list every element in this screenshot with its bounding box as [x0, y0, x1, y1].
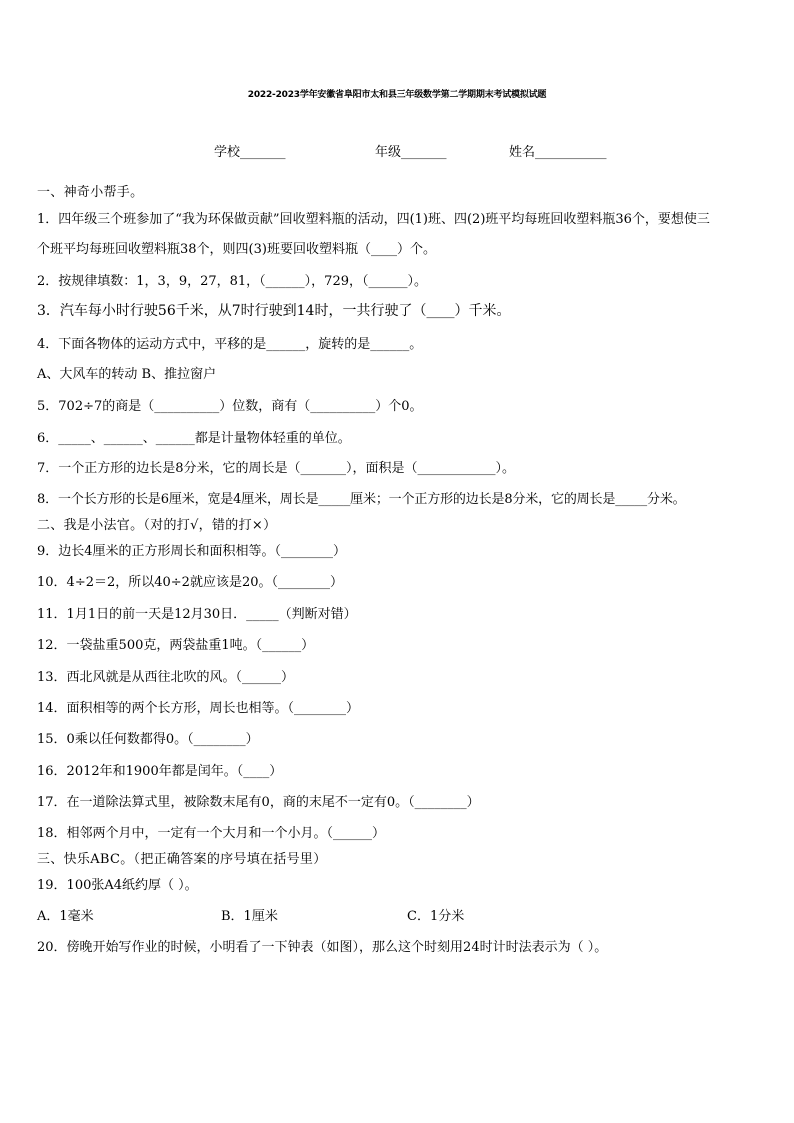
question-6: 6．_____、______、______都是计量物体轻重的单位。	[37, 431, 351, 446]
question-4-options: A、大风车的转动 B、推拉窗户	[37, 367, 217, 382]
section-1-heading: 一、神奇小帮手。	[37, 185, 144, 200]
question-12: 12．一袋盐重500克，两袋盐重1吨。（______）	[37, 638, 315, 653]
section-2-heading: 二、我是小法官。（对的打√，错的打×）	[37, 518, 277, 533]
question-14: 14．面积相等的两个长方形，周长也相等。（________）	[37, 701, 360, 716]
question-15: 15．0乘以任何数都得0。（________）	[37, 732, 259, 747]
question-9: 9．边长4厘米的正方形周长和面积相等。（________）	[37, 544, 347, 559]
question-19: 19．100张A4纸约厚（ ）。	[37, 878, 198, 893]
school-field: 学校_______	[214, 145, 286, 160]
section-3-heading: 三、快乐ABC。（把正确答案的序号填在括号里）	[37, 852, 327, 867]
question-1-line-2: 个班平均每班回收塑料瓶38个，则四(3)班要回收塑料瓶（____）个。	[37, 242, 436, 257]
question-19-option-a: A．1毫米	[37, 909, 94, 924]
exam-title: 2022-2023学年安徽省阜阳市太和县三年级数学第二学期期末考试模拟试题	[247, 90, 547, 100]
question-10: 10．4÷2＝2，所以40÷2就应该是20。（________）	[37, 575, 343, 590]
question-8: 8．一个长方形的长是6厘米，宽是4厘米，周长是_____厘米；一个正方形的边长是8分米，它的周长是_____分米。	[37, 492, 686, 507]
question-18: 18．相邻两个月中，一定有一个大月和一个小月。（______）	[37, 826, 386, 841]
question-3: 3．汽车每小时行驶56千米，从7时行驶到14时，一共行驶了（____）千米。	[37, 303, 511, 319]
question-1-line-1: 1．四年级三个班参加了“我为环保做贡献”回收塑料瓶的活动，四(1)班、四(2)班平均每班回收塑料瓶36个，要想使三	[37, 212, 710, 227]
question-19-option-b: B．1厘米	[221, 909, 278, 924]
name-field: 姓名___________	[509, 145, 607, 160]
question-13: 13．西北风就是从西往北吹的风。（______）	[37, 670, 295, 685]
question-7: 7．一个正方形的边长是8分米，它的周长是（_______），面积是（____________）。	[37, 461, 516, 476]
question-2: 2．按规律填数：1，3，9，27，81，（______），729，（______）。	[37, 274, 427, 289]
question-20: 20．傍晚开始写作业的时候，小明看了一下钟表（如图），那么这个时刻用24时计时法表示为（ ）。	[37, 940, 608, 955]
question-16: 16．2012年和1900年都是闰年。（____）	[37, 764, 283, 779]
grade-field: 年级_______	[375, 145, 447, 160]
question-11: 11．1月1日的前一天是12月30日．_____（判断对错）	[37, 607, 357, 622]
question-17: 17．在一道除法算式里，被除数末尾有0，商的末尾不一定有0。（________）	[37, 795, 480, 810]
question-19-option-c: C．1分米	[407, 909, 465, 924]
question-5: 5．702÷7的商是（__________）位数，商有（__________）个0。	[37, 399, 423, 414]
question-4: 4．下面各物体的运动方式中，平移的是______，旋转的是______。	[37, 337, 423, 352]
